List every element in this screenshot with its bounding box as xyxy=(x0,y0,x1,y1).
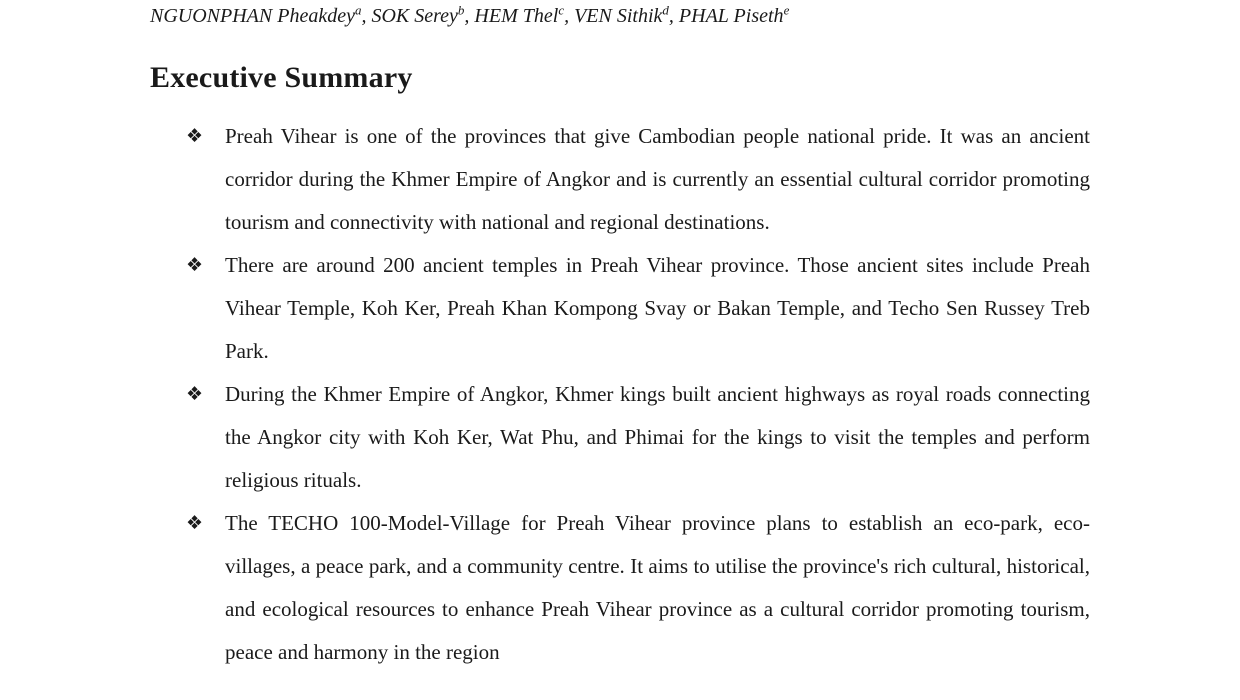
author-affiliation-mark: c xyxy=(558,2,565,18)
diamond-bullet-icon: ❖ xyxy=(186,254,204,276)
author-affiliation-mark: b xyxy=(457,2,465,18)
author-name: PHAL Piseth xyxy=(678,5,784,27)
bullet-text: The TECHO 100-Model-Village for Preah Vihear province plans to establish an eco-park, eco-villages, a peace park, and a community centre. It aims to utilise the province's rich cultural, historical, and ecological resources to enhance Preah Vihear province as a cultural corridor promoting tourism, peace and harmony in the region xyxy=(225,511,1090,664)
author-affiliation-mark: d xyxy=(662,2,669,18)
author-name: SOK Serey xyxy=(371,5,458,27)
bullet-text: During the Khmer Empire of Angkor, Khmer kings built ancient highways as royal roads connecting the Angkor city with Koh Ker, Wat Phu, and Phimai for the kings to visit the temples and perform religious rituals. xyxy=(225,382,1090,492)
author-name: VEN Sithik xyxy=(574,5,663,27)
diamond-bullet-icon: ❖ xyxy=(186,125,204,147)
author-separator: , xyxy=(464,5,475,27)
bullet-item xyxy=(150,502,1090,674)
bullet-item xyxy=(150,373,1090,502)
bullet-text: There are around 200 ancient temples in Preah Vihear province. Those ancient sites include Preah Vihear Temple, Koh Ker, Preah Khan Kompong Svay or Bakan Temple, and Techo Sen Russey Treb Park. xyxy=(225,253,1090,363)
author-line xyxy=(150,0,1090,30)
author-name: HEM Thel xyxy=(474,5,559,27)
author-separator: , xyxy=(361,5,372,27)
bullet-item xyxy=(150,115,1090,244)
bullet-item xyxy=(150,244,1090,373)
author-name: NGUONPHAN Pheakdey xyxy=(150,5,355,27)
author-affiliation-mark: e xyxy=(783,2,790,18)
bullet-list xyxy=(150,115,1090,674)
section-heading: Executive Summary xyxy=(150,61,413,94)
author-separator: , xyxy=(564,5,575,27)
diamond-bullet-icon: ❖ xyxy=(186,383,204,405)
author-affiliation-mark: a xyxy=(354,2,362,18)
diamond-bullet-icon: ❖ xyxy=(186,512,204,534)
author-separator: , xyxy=(668,5,679,27)
bullet-text: Preah Vihear is one of the provinces that give Cambodian people national pride. It was an ancient corridor during the Khmer Empire of Angkor and is currently an essential cultural corridor promoting tourism and connectivity with national and regional destinations. xyxy=(225,124,1090,234)
